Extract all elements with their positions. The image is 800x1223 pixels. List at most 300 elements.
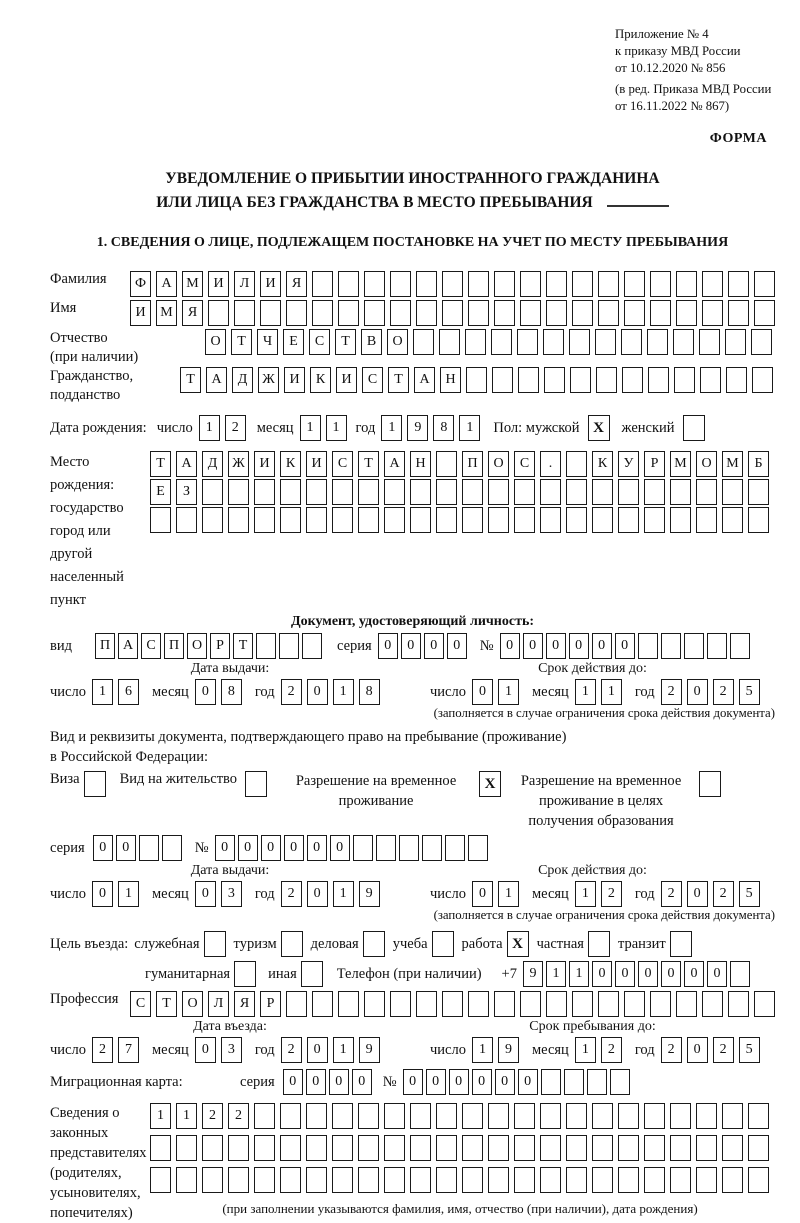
- char-cell[interactable]: [722, 1103, 743, 1129]
- char-cell[interactable]: [624, 300, 645, 326]
- char-cell[interactable]: [280, 479, 301, 505]
- char-cell[interactable]: [728, 300, 749, 326]
- char-cell[interactable]: [624, 991, 645, 1017]
- char-cell[interactable]: Р: [260, 991, 281, 1017]
- char-cell[interactable]: Р: [210, 633, 230, 659]
- char-cell[interactable]: 0: [284, 835, 304, 861]
- char-cell[interactable]: [618, 1103, 639, 1129]
- char-cell[interactable]: [413, 329, 434, 355]
- char-cell[interactable]: 9: [498, 1037, 519, 1063]
- char-cell[interactable]: [422, 835, 442, 861]
- char-cell[interactable]: [358, 479, 379, 505]
- char-cell[interactable]: 1: [601, 679, 622, 705]
- char-cell[interactable]: [491, 329, 512, 355]
- char-cell[interactable]: [699, 329, 720, 355]
- char-cell[interactable]: Т: [150, 451, 171, 477]
- char-cell[interactable]: [566, 479, 587, 505]
- char-cell[interactable]: [312, 991, 333, 1017]
- char-cell[interactable]: [650, 271, 671, 297]
- char-cell[interactable]: 0: [283, 1069, 303, 1095]
- char-cell[interactable]: [390, 300, 411, 326]
- char-cell[interactable]: 0: [307, 881, 328, 907]
- char-cell[interactable]: 0: [307, 835, 327, 861]
- male-checkbox[interactable]: X: [588, 415, 610, 441]
- char-cell[interactable]: [670, 1167, 691, 1193]
- char-cell[interactable]: [748, 507, 769, 533]
- char-cell[interactable]: 2: [713, 1037, 734, 1063]
- char-cell[interactable]: [286, 300, 307, 326]
- char-cell[interactable]: [592, 1135, 613, 1161]
- char-cell[interactable]: [254, 1167, 275, 1193]
- char-cell[interactable]: У: [618, 451, 639, 477]
- char-cell[interactable]: 0: [307, 1037, 328, 1063]
- char-cell[interactable]: [514, 479, 535, 505]
- char-cell[interactable]: [748, 1135, 769, 1161]
- residence-permit-checkbox[interactable]: [245, 771, 267, 797]
- char-cell[interactable]: О: [187, 633, 207, 659]
- char-cell[interactable]: [598, 271, 619, 297]
- char-cell[interactable]: [650, 300, 671, 326]
- char-cell[interactable]: И: [284, 367, 305, 393]
- char-cell[interactable]: [364, 300, 385, 326]
- char-cell[interactable]: [644, 1167, 665, 1193]
- char-cell[interactable]: [514, 507, 535, 533]
- char-cell[interactable]: [592, 507, 613, 533]
- char-cell[interactable]: Т: [156, 991, 177, 1017]
- char-cell[interactable]: К: [280, 451, 301, 477]
- char-cell[interactable]: Я: [234, 991, 255, 1017]
- char-cell[interactable]: [722, 507, 743, 533]
- char-cell[interactable]: С: [309, 329, 330, 355]
- char-cell[interactable]: [364, 991, 385, 1017]
- char-cell[interactable]: [650, 991, 671, 1017]
- char-cell[interactable]: [728, 271, 749, 297]
- char-cell[interactable]: 1: [176, 1103, 197, 1129]
- char-cell[interactable]: [468, 300, 489, 326]
- char-cell[interactable]: [390, 271, 411, 297]
- char-cell[interactable]: 2: [601, 1037, 622, 1063]
- char-cell[interactable]: [644, 1103, 665, 1129]
- char-cell[interactable]: 0: [592, 961, 612, 987]
- char-cell[interactable]: С: [332, 451, 353, 477]
- char-cell[interactable]: [254, 1135, 275, 1161]
- char-cell[interactable]: 0: [472, 881, 493, 907]
- char-cell[interactable]: 1: [569, 961, 589, 987]
- char-cell[interactable]: Т: [358, 451, 379, 477]
- char-cell[interactable]: [332, 1103, 353, 1129]
- purpose-study-checkbox[interactable]: [432, 931, 454, 957]
- char-cell[interactable]: 0: [684, 961, 704, 987]
- char-cell[interactable]: 0: [495, 1069, 515, 1095]
- char-cell[interactable]: М: [722, 451, 743, 477]
- char-cell[interactable]: [488, 1103, 509, 1129]
- char-cell[interactable]: 1: [472, 1037, 493, 1063]
- char-cell[interactable]: [566, 451, 587, 477]
- char-cell[interactable]: 9: [359, 1037, 380, 1063]
- char-cell[interactable]: [517, 329, 538, 355]
- char-cell[interactable]: Я: [182, 300, 203, 326]
- char-cell[interactable]: С: [514, 451, 535, 477]
- char-cell[interactable]: [202, 479, 223, 505]
- char-cell[interactable]: [673, 329, 694, 355]
- char-cell[interactable]: Ф: [130, 271, 151, 297]
- char-cell[interactable]: Ж: [258, 367, 279, 393]
- char-cell[interactable]: [376, 835, 396, 861]
- char-cell[interactable]: [730, 961, 750, 987]
- char-cell[interactable]: 2: [92, 1037, 113, 1063]
- char-cell[interactable]: [416, 300, 437, 326]
- char-cell[interactable]: 2: [661, 881, 682, 907]
- char-cell[interactable]: 1: [498, 679, 519, 705]
- char-cell[interactable]: [358, 507, 379, 533]
- char-cell[interactable]: 0: [195, 679, 216, 705]
- char-cell[interactable]: [256, 633, 276, 659]
- char-cell[interactable]: [676, 271, 697, 297]
- char-cell[interactable]: 1: [150, 1103, 171, 1129]
- char-cell[interactable]: .: [540, 451, 561, 477]
- char-cell[interactable]: [488, 1135, 509, 1161]
- char-cell[interactable]: 0: [403, 1069, 423, 1095]
- char-cell[interactable]: [722, 1167, 743, 1193]
- char-cell[interactable]: 9: [407, 415, 428, 441]
- char-cell[interactable]: [644, 1135, 665, 1161]
- char-cell[interactable]: 9: [359, 881, 380, 907]
- char-cell[interactable]: [702, 271, 723, 297]
- char-cell[interactable]: [462, 1135, 483, 1161]
- char-cell[interactable]: 0: [92, 881, 113, 907]
- char-cell[interactable]: А: [118, 633, 138, 659]
- char-cell[interactable]: [702, 991, 723, 1017]
- char-cell[interactable]: [176, 1135, 197, 1161]
- char-cell[interactable]: [722, 1135, 743, 1161]
- char-cell[interactable]: [700, 367, 721, 393]
- char-cell[interactable]: [384, 1103, 405, 1129]
- char-cell[interactable]: [332, 507, 353, 533]
- char-cell[interactable]: И: [336, 367, 357, 393]
- char-cell[interactable]: 5: [739, 1037, 760, 1063]
- char-cell[interactable]: [410, 507, 431, 533]
- char-cell[interactable]: [618, 507, 639, 533]
- char-cell[interactable]: [644, 479, 665, 505]
- char-cell[interactable]: [520, 991, 541, 1017]
- char-cell[interactable]: [566, 1167, 587, 1193]
- char-cell[interactable]: [621, 329, 642, 355]
- char-cell[interactable]: К: [310, 367, 331, 393]
- char-cell[interactable]: 0: [707, 961, 727, 987]
- char-cell[interactable]: О: [696, 451, 717, 477]
- visa-checkbox[interactable]: [84, 771, 106, 797]
- char-cell[interactable]: [543, 329, 564, 355]
- char-cell[interactable]: [436, 479, 457, 505]
- char-cell[interactable]: 2: [281, 679, 302, 705]
- char-cell[interactable]: [338, 300, 359, 326]
- char-cell[interactable]: [436, 1135, 457, 1161]
- char-cell[interactable]: [752, 367, 773, 393]
- char-cell[interactable]: 0: [661, 961, 681, 987]
- char-cell[interactable]: [492, 367, 513, 393]
- char-cell[interactable]: Т: [233, 633, 253, 659]
- char-cell[interactable]: [618, 479, 639, 505]
- char-cell[interactable]: [436, 1103, 457, 1129]
- char-cell[interactable]: [436, 451, 457, 477]
- char-cell[interactable]: Е: [283, 329, 304, 355]
- char-cell[interactable]: 5: [739, 881, 760, 907]
- char-cell[interactable]: П: [164, 633, 184, 659]
- char-cell[interactable]: [338, 991, 359, 1017]
- char-cell[interactable]: [254, 1103, 275, 1129]
- char-cell[interactable]: [610, 1069, 630, 1095]
- char-cell[interactable]: [468, 991, 489, 1017]
- char-cell[interactable]: [208, 300, 229, 326]
- char-cell[interactable]: 0: [424, 633, 444, 659]
- char-cell[interactable]: [722, 479, 743, 505]
- char-cell[interactable]: [462, 479, 483, 505]
- char-cell[interactable]: 0: [261, 835, 281, 861]
- char-cell[interactable]: О: [205, 329, 226, 355]
- char-cell[interactable]: [670, 1103, 691, 1129]
- char-cell[interactable]: 0: [330, 835, 350, 861]
- char-cell[interactable]: 1: [333, 679, 354, 705]
- temp-residence-edu-checkbox[interactable]: [699, 771, 721, 797]
- char-cell[interactable]: [410, 479, 431, 505]
- char-cell[interactable]: [488, 507, 509, 533]
- char-cell[interactable]: О: [182, 991, 203, 1017]
- char-cell[interactable]: [228, 1167, 249, 1193]
- char-cell[interactable]: [312, 300, 333, 326]
- purpose-official-checkbox[interactable]: [204, 931, 226, 957]
- char-cell[interactable]: 0: [352, 1069, 372, 1095]
- char-cell[interactable]: [384, 479, 405, 505]
- char-cell[interactable]: И: [254, 451, 275, 477]
- char-cell[interactable]: 0: [687, 679, 708, 705]
- char-cell[interactable]: Ж: [228, 451, 249, 477]
- char-cell[interactable]: Т: [231, 329, 252, 355]
- char-cell[interactable]: 1: [118, 881, 139, 907]
- char-cell[interactable]: А: [414, 367, 435, 393]
- char-cell[interactable]: 2: [281, 881, 302, 907]
- char-cell[interactable]: 0: [615, 633, 635, 659]
- char-cell[interactable]: [436, 1167, 457, 1193]
- char-cell[interactable]: [520, 300, 541, 326]
- char-cell[interactable]: [618, 1135, 639, 1161]
- temp-residence-checkbox[interactable]: X: [479, 771, 501, 797]
- char-cell[interactable]: [176, 507, 197, 533]
- char-cell[interactable]: С: [130, 991, 151, 1017]
- char-cell[interactable]: 0: [518, 1069, 538, 1095]
- char-cell[interactable]: 2: [225, 415, 246, 441]
- char-cell[interactable]: [468, 271, 489, 297]
- char-cell[interactable]: Т: [335, 329, 356, 355]
- char-cell[interactable]: 0: [687, 1037, 708, 1063]
- char-cell[interactable]: 0: [307, 679, 328, 705]
- char-cell[interactable]: [176, 1167, 197, 1193]
- purpose-other-checkbox[interactable]: [301, 961, 323, 987]
- char-cell[interactable]: 0: [378, 633, 398, 659]
- char-cell[interactable]: [728, 991, 749, 1017]
- char-cell[interactable]: [661, 633, 681, 659]
- char-cell[interactable]: А: [176, 451, 197, 477]
- char-cell[interactable]: 2: [228, 1103, 249, 1129]
- char-cell[interactable]: [202, 1167, 223, 1193]
- char-cell[interactable]: [280, 1167, 301, 1193]
- char-cell[interactable]: [564, 1069, 584, 1095]
- char-cell[interactable]: 0: [401, 633, 421, 659]
- char-cell[interactable]: [702, 300, 723, 326]
- char-cell[interactable]: 0: [93, 835, 113, 861]
- char-cell[interactable]: 1: [575, 881, 596, 907]
- char-cell[interactable]: [228, 507, 249, 533]
- char-cell[interactable]: С: [141, 633, 161, 659]
- char-cell[interactable]: [595, 329, 616, 355]
- char-cell[interactable]: [592, 479, 613, 505]
- char-cell[interactable]: Л: [234, 271, 255, 297]
- char-cell[interactable]: [416, 271, 437, 297]
- char-cell[interactable]: [674, 367, 695, 393]
- char-cell[interactable]: 1: [459, 415, 480, 441]
- char-cell[interactable]: 2: [601, 881, 622, 907]
- char-cell[interactable]: [587, 1069, 607, 1095]
- char-cell[interactable]: [468, 835, 488, 861]
- char-cell[interactable]: [306, 1135, 327, 1161]
- char-cell[interactable]: П: [95, 633, 115, 659]
- char-cell[interactable]: М: [670, 451, 691, 477]
- char-cell[interactable]: И: [130, 300, 151, 326]
- char-cell[interactable]: С: [362, 367, 383, 393]
- char-cell[interactable]: 6: [118, 679, 139, 705]
- char-cell[interactable]: [462, 1103, 483, 1129]
- char-cell[interactable]: [748, 1103, 769, 1129]
- char-cell[interactable]: [358, 1167, 379, 1193]
- char-cell[interactable]: [234, 300, 255, 326]
- char-cell[interactable]: 1: [199, 415, 220, 441]
- char-cell[interactable]: [540, 479, 561, 505]
- char-cell[interactable]: 7: [118, 1037, 139, 1063]
- char-cell[interactable]: 2: [713, 679, 734, 705]
- char-cell[interactable]: 0: [687, 881, 708, 907]
- char-cell[interactable]: [572, 991, 593, 1017]
- char-cell[interactable]: [465, 329, 486, 355]
- char-cell[interactable]: [696, 1103, 717, 1129]
- char-cell[interactable]: Е: [150, 479, 171, 505]
- char-cell[interactable]: [202, 507, 223, 533]
- char-cell[interactable]: А: [156, 271, 177, 297]
- char-cell[interactable]: [520, 271, 541, 297]
- char-cell[interactable]: [696, 507, 717, 533]
- char-cell[interactable]: 0: [306, 1069, 326, 1095]
- char-cell[interactable]: [390, 991, 411, 1017]
- char-cell[interactable]: [707, 633, 727, 659]
- char-cell[interactable]: 1: [381, 415, 402, 441]
- char-cell[interactable]: 0: [238, 835, 258, 861]
- char-cell[interactable]: [569, 329, 590, 355]
- char-cell[interactable]: 8: [359, 679, 380, 705]
- char-cell[interactable]: [279, 633, 299, 659]
- char-cell[interactable]: [399, 835, 419, 861]
- char-cell[interactable]: [754, 300, 775, 326]
- char-cell[interactable]: 0: [638, 961, 658, 987]
- char-cell[interactable]: 0: [615, 961, 635, 987]
- char-cell[interactable]: И: [260, 271, 281, 297]
- char-cell[interactable]: [540, 1135, 561, 1161]
- char-cell[interactable]: [572, 271, 593, 297]
- char-cell[interactable]: [566, 507, 587, 533]
- char-cell[interactable]: 0: [546, 633, 566, 659]
- char-cell[interactable]: 9: [523, 961, 543, 987]
- char-cell[interactable]: [676, 991, 697, 1017]
- char-cell[interactable]: [228, 479, 249, 505]
- char-cell[interactable]: [676, 300, 697, 326]
- char-cell[interactable]: П: [462, 451, 483, 477]
- char-cell[interactable]: [306, 479, 327, 505]
- char-cell[interactable]: А: [384, 451, 405, 477]
- char-cell[interactable]: [332, 1135, 353, 1161]
- char-cell[interactable]: [410, 1167, 431, 1193]
- char-cell[interactable]: [353, 835, 373, 861]
- char-cell[interactable]: 3: [221, 881, 242, 907]
- char-cell[interactable]: [514, 1167, 535, 1193]
- char-cell[interactable]: [541, 1069, 561, 1095]
- char-cell[interactable]: [754, 991, 775, 1017]
- char-cell[interactable]: 1: [333, 1037, 354, 1063]
- char-cell[interactable]: [306, 1167, 327, 1193]
- char-cell[interactable]: [436, 507, 457, 533]
- char-cell[interactable]: 0: [472, 1069, 492, 1095]
- char-cell[interactable]: [332, 479, 353, 505]
- char-cell[interactable]: 1: [333, 881, 354, 907]
- char-cell[interactable]: [364, 271, 385, 297]
- char-cell[interactable]: [150, 507, 171, 533]
- char-cell[interactable]: [644, 507, 665, 533]
- char-cell[interactable]: [748, 1167, 769, 1193]
- char-cell[interactable]: 0: [472, 679, 493, 705]
- char-cell[interactable]: [696, 1135, 717, 1161]
- char-cell[interactable]: [488, 479, 509, 505]
- char-cell[interactable]: [139, 835, 159, 861]
- char-cell[interactable]: 1: [300, 415, 321, 441]
- char-cell[interactable]: [622, 367, 643, 393]
- char-cell[interactable]: З: [176, 479, 197, 505]
- char-cell[interactable]: Т: [180, 367, 201, 393]
- char-cell[interactable]: [598, 991, 619, 1017]
- char-cell[interactable]: [647, 329, 668, 355]
- char-cell[interactable]: 1: [498, 881, 519, 907]
- char-cell[interactable]: 0: [116, 835, 136, 861]
- char-cell[interactable]: [596, 367, 617, 393]
- char-cell[interactable]: [228, 1135, 249, 1161]
- char-cell[interactable]: В: [361, 329, 382, 355]
- char-cell[interactable]: Н: [440, 367, 461, 393]
- char-cell[interactable]: [696, 479, 717, 505]
- char-cell[interactable]: [410, 1135, 431, 1161]
- char-cell[interactable]: [572, 300, 593, 326]
- char-cell[interactable]: 2: [281, 1037, 302, 1063]
- char-cell[interactable]: [546, 991, 567, 1017]
- char-cell[interactable]: К: [592, 451, 613, 477]
- char-cell[interactable]: 0: [426, 1069, 446, 1095]
- char-cell[interactable]: 2: [661, 1037, 682, 1063]
- char-cell[interactable]: [442, 300, 463, 326]
- char-cell[interactable]: [312, 271, 333, 297]
- char-cell[interactable]: [462, 507, 483, 533]
- female-checkbox[interactable]: [683, 415, 705, 441]
- purpose-tourism-checkbox[interactable]: [281, 931, 303, 957]
- char-cell[interactable]: Д: [232, 367, 253, 393]
- char-cell[interactable]: [638, 633, 658, 659]
- char-cell[interactable]: 0: [569, 633, 589, 659]
- char-cell[interactable]: Р: [644, 451, 665, 477]
- char-cell[interactable]: [514, 1135, 535, 1161]
- char-cell[interactable]: [748, 479, 769, 505]
